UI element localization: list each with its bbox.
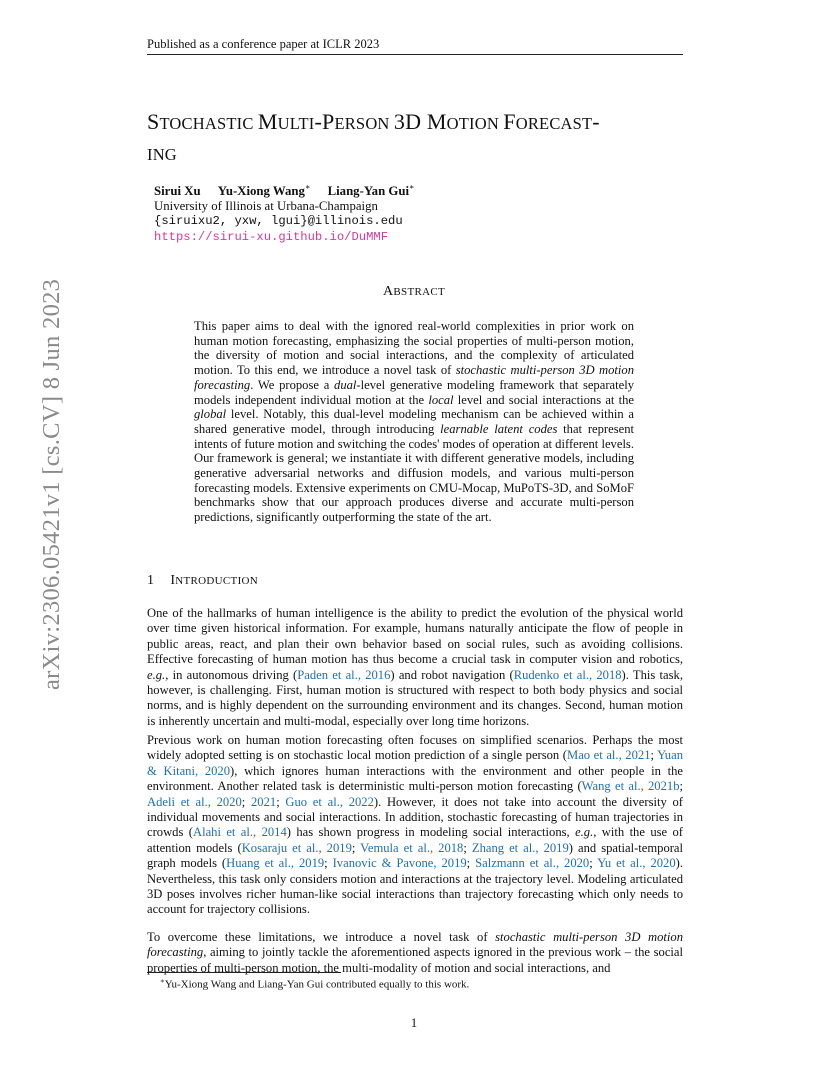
abstract-heading: ABSTRACT [382, 284, 446, 299]
citation-link[interactable]: Ivanovic & Pavone, 2019 [332, 856, 467, 871]
section-heading-introduction: 1 INTRODUCTION [147, 573, 259, 588]
citation-link[interactable]: Zhang et al., 2019 [471, 840, 569, 855]
citation-link[interactable]: Kosaraju et al., 2019 [241, 840, 352, 855]
citation-link[interactable]: Yuan & Kitani, 2020 [147, 748, 683, 778]
author-emails: {siruixu2, yxw, lgui}@illinois.edu [154, 214, 403, 228]
author-list [154, 183, 428, 199]
footnote-rule [147, 972, 341, 973]
citation-link[interactable]: Adeli et al., 2020 [147, 794, 242, 809]
abstract-text: This paper aims to deal with the ignored real-world complexities in prior work on human motion forecasting, emphasizing the social properties of multi-person motion, the diversity of motion and social interactions, and the complexity of articulated motion. To this end, we introduce a novel task of stochastic multi-person 3D motion forecasting. We propose a dual-level generative modeling framework that separately models independent individual motion at the local level and social interactions at the global level. Notably, this dual-level modeling mechanism can be achieved within a shared generative model, through introducing learnable latent codes that represent intents of future motion and switching the codes' modes of operation at different levels. Our framework is general; we instantiate it with different generative models, including generative adversarial networks and diffusion models, and various multi-person forecasting models. Extensive experiments on CMU-Mocap, MuPoTS-3D, and SoMoF benchmarks show that our approach produces diverse and accurate multi-person predictions, significantly outperforming the state of the art. [194, 319, 634, 525]
citation-link[interactable]: Guo et al., 2022 [285, 794, 374, 809]
header-rule [147, 54, 683, 55]
page-number: 1 [410, 1016, 418, 1030]
author-name: Sirui Xu [154, 184, 201, 199]
affiliation: University of Illinois at Urbana-Champaign [154, 199, 378, 213]
footnote: ∗Yu-Xiong Wang and Liang-Yan Gui contributed equally to this work. [160, 977, 470, 991]
paper-title: STOCHASTIC MULTI-PERSON 3D MOTION FORECAST- ING [147, 109, 600, 164]
citation-link[interactable]: 2021 [251, 794, 277, 809]
citation-link[interactable]: Wang et al., 2021b [581, 779, 680, 794]
project-link[interactable]: https://sirui-xu.github.io/DuMMF [154, 230, 389, 244]
citation-link[interactable]: Yu et al., 2020 [597, 856, 676, 871]
citation-link[interactable]: Mao et al., 2021 [567, 748, 651, 763]
author-name: Yu-Xiong Wang∗ [217, 183, 311, 199]
running-header: Published as a conference paper at ICLR 2023 [147, 37, 380, 51]
citation-link[interactable]: Alahi et al., 2014 [192, 825, 287, 840]
citation-link[interactable]: Rudenko et al., 2018 [513, 667, 622, 682]
arxiv-stamp: arXiv:2306.05421v1 [cs.CV] 8 Jun 2023 [38, 278, 65, 690]
citation-link[interactable]: Salzmann et al., 2020 [475, 856, 590, 871]
citation-link[interactable]: Vemula et al., 2018 [360, 840, 464, 855]
intro-paragraph-2: Previous work on human motion forecasting often focuses on simplified scenarios. Perhaps the most widely adopted setting is on stochastic local motion prediction of a single person (Mao et al., 2021; Yuan & Kitani, 2020), which ignores human interactions with the environment and other people in the environment. Another related task is deterministic multi-person motion forecasting (Wang et al., 2021b; Adeli et al., 2020; 2021; Guo et al., 2022). However, it does not take into account the diversity of individual movements and social interactions. In addition, stochastic forecasting of human trajectories in crowds (Alahi et al., 2014) has shown progress in modeling social interactions, e.g., with the use of attention models (Kosaraju et al., 2019; Vemula et al., 2018; Zhang et al., 2019) and spatial-temporal graph models (Huang et al., 2019; Ivanovic & Pavone, 2019; Salzmann et al., 2020; Yu et al., 2020). Nevertheless, this task only considers motion and interactions at the trajectory level. Modeling articulated 3D poses involves richer human-like social interactions than trajectory forecasting which only needs to account for trajectory collisions. [147, 733, 684, 917]
author-name: Liang-Yan Gui∗ [327, 183, 415, 199]
citation-link[interactable]: Huang et al., 2019 [226, 856, 325, 871]
intro-paragraph-1: One of the hallmarks of human intelligence is the ability to predict the evolution of the physical world over time given historical information. For example, humans naturally anticipate the flow of people in public areas, react, and plan their own behavior based on social rules, such as avoiding collisions. Effective forecasting of human motion has thus become a crucial task in computer vision and robotics, e.g., in autonomous driving (Paden et al., 2016) and robot navigation (Rudenko et al., 2018). This task, however, is challenging. First, human motion is structured with respect to both body physics and social norms, and is highly dependent on the surrounding environment and its changes. Second, human motion is inherently uncertain and multi-modal, especially over long time horizons. [147, 606, 683, 728]
citation-link[interactable]: Paden et al., 2016 [297, 667, 391, 682]
intro-paragraph-3: To overcome these limitations, we introduce a novel task of stochastic multi-person 3D motion forecasting, aiming to jointly tackle the aforementioned aspects ignored in the previous work – the social properties of multi-person motion, the multi-modality of motion and social interactions, and [147, 930, 683, 975]
